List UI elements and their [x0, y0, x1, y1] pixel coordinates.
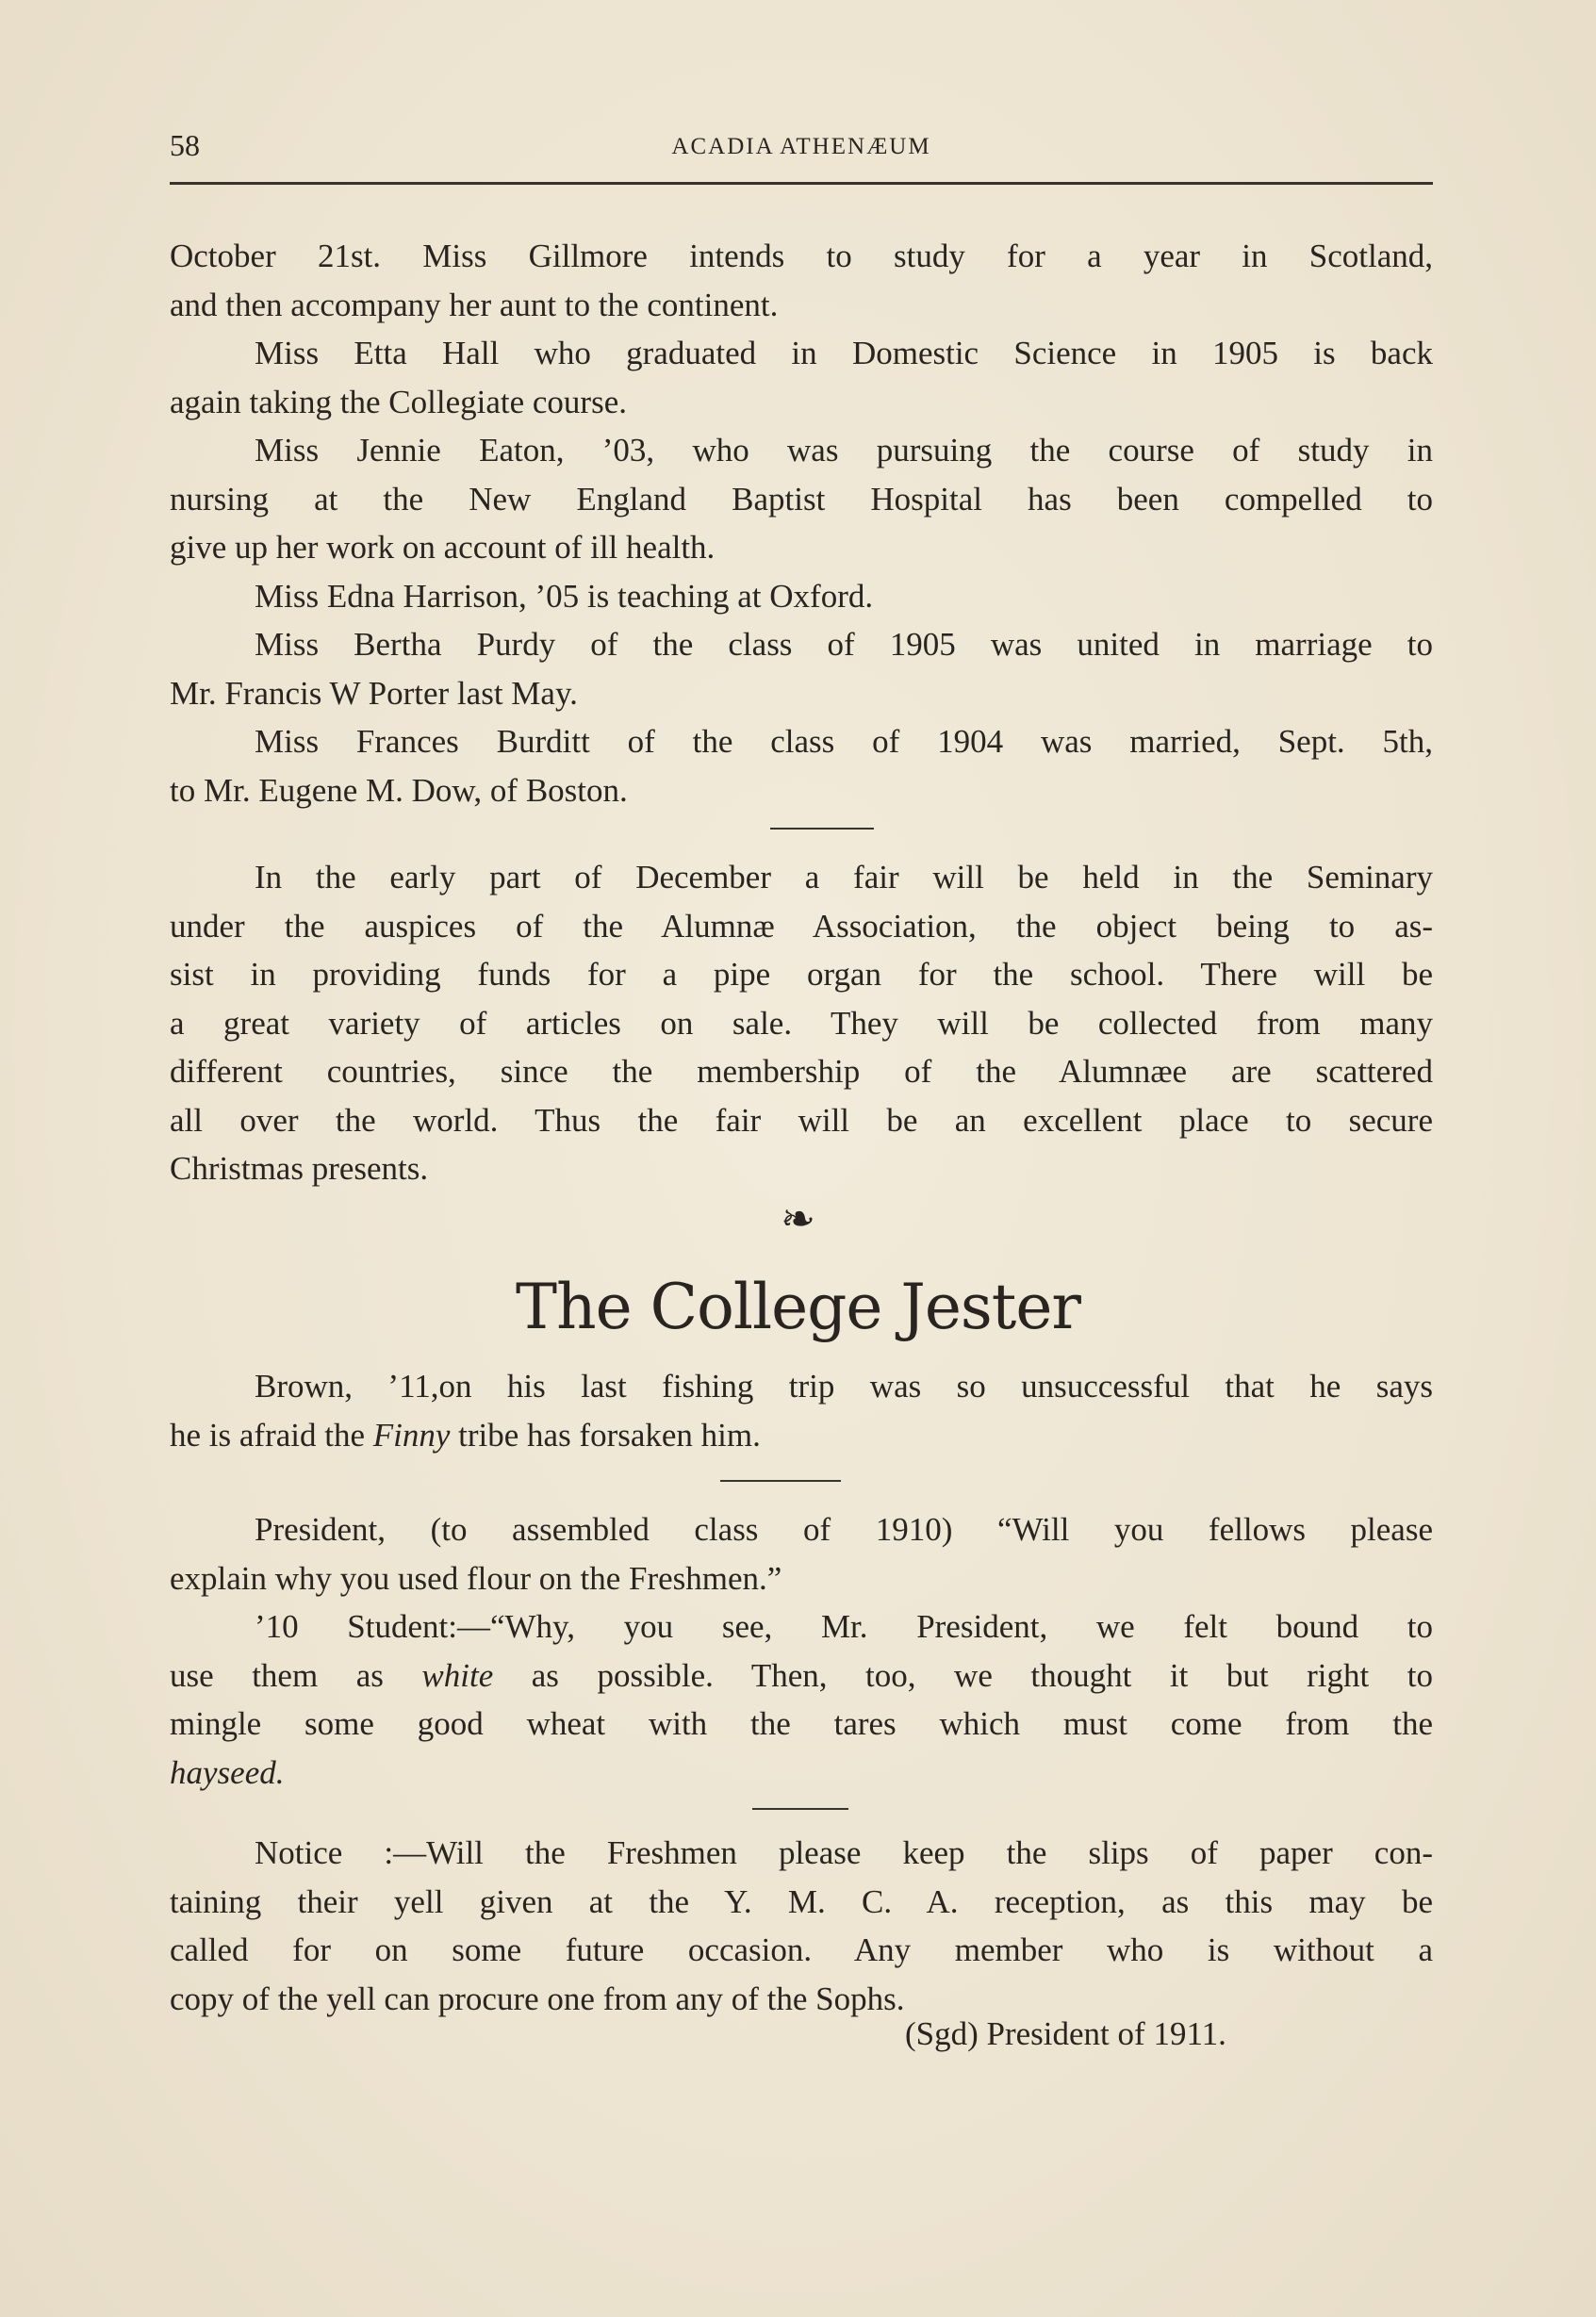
- text-line: Notice :—Will the Freshmen please keep the slips of paper con-: [255, 1834, 1433, 1871]
- text-line: called for on some future occasion. Any member who is without a: [170, 1931, 1433, 1968]
- text-line: sist in providing funds for a pipe organ for the school. There will be: [170, 956, 1433, 993]
- text-line: again taking the Collegiate course.: [170, 383, 627, 420]
- text-line: Miss Jennie Eaton, ’03, who was pursuing the course of study in: [255, 432, 1433, 468]
- text-line: to Mr. Eugene M. Dow, of Boston.: [170, 771, 628, 809]
- paragraph: [170, 1505, 1433, 1602]
- text-line: [170, 1411, 1433, 1460]
- italic-run: white: [421, 1656, 494, 1694]
- text-line: different countries, since the membership of the Alumnæe are scattered: [170, 1053, 1433, 1090]
- text-line: Miss Etta Hall who graduated in Domestic Science in 1905 is back: [255, 335, 1433, 371]
- text-line: copy of the yell can procure one from any of the Sophs.: [170, 1980, 905, 2017]
- section-divider: [770, 828, 874, 830]
- text-run: tribe has forsaken him.: [450, 1416, 761, 1454]
- text-run: use them as: [170, 1656, 422, 1694]
- section-title: The College Jester: [516, 1271, 1080, 1343]
- paragraph: [170, 426, 1433, 572]
- text-line: a great variety of articles on sale. They will be collected from many: [170, 1004, 1433, 1042]
- jester-item-2: [170, 1505, 1433, 1797]
- text-run: he is afraid the: [170, 1416, 373, 1454]
- paragraph: [170, 1362, 1433, 1459]
- paragraph: [170, 620, 1433, 717]
- text-line: Miss Edna Harrison, ’05 is teaching at Oxford.: [255, 577, 874, 615]
- running-head: ACADIA ATHENÆUM: [671, 134, 931, 159]
- page-number: 58: [170, 128, 200, 162]
- paragraph: [170, 232, 1433, 329]
- text-line: and then accompany her aunt to the continent.: [170, 286, 779, 323]
- signature: (Sgd) President of 1911.: [905, 2015, 1226, 2052]
- text-line: [170, 1651, 1433, 1701]
- text-line: President, (to assembled class of 1910) “Will you fellows please: [255, 1511, 1433, 1548]
- text-line: [170, 1749, 1433, 1798]
- fair-announcement: [170, 853, 1433, 1193]
- italic-run: Finny: [372, 1416, 451, 1454]
- text-line: Brown, ’11,on his last fishing trip was so unsuccessful that he says: [255, 1368, 1433, 1405]
- text-run: as possible. Then, too, we thought it but right to: [493, 1656, 1433, 1694]
- header-rule: [170, 182, 1433, 185]
- jester-item-3: [170, 1829, 1433, 2023]
- italic-run: hayseed.: [170, 1753, 285, 1791]
- page-header: [170, 128, 1433, 175]
- paragraph: [170, 853, 1433, 1193]
- text-line: ’10 Student:—“Why, you see, Mr. President, we felt bound to: [255, 1608, 1433, 1645]
- text-line: taining their yell given at the Y. M. C. A. reception, as this may be: [170, 1882, 1433, 1920]
- text-line: give up her work on account of ill health.: [170, 529, 716, 566]
- text-line: under the auspices of the Alumnæ Association, the object being to as-: [170, 907, 1433, 945]
- text-line: mingle some good wheat with the tares which must come from the: [170, 1705, 1433, 1742]
- text-line: In the early part of December a fair will be held in the Seminary: [255, 859, 1433, 896]
- paragraph: [170, 1829, 1433, 2023]
- jester-item-1: [170, 1362, 1433, 1459]
- section-divider: [720, 1480, 841, 1482]
- fleuron-ornament-icon: ❧: [781, 1195, 815, 1243]
- paragraph: [170, 572, 1433, 621]
- alumnae-notes: [170, 232, 1433, 814]
- text-line: Miss Frances Burditt of the class of 1904 was married, Sept. 5th,: [255, 723, 1433, 760]
- text-line: Christmas presents.: [170, 1150, 429, 1187]
- text-line: Mr. Francis W Porter last May.: [170, 674, 578, 712]
- text-line: explain why you used flour on the Freshmen.”: [170, 1559, 782, 1597]
- text-line: nursing at the New England Baptist Hospital has been compelled to: [170, 480, 1433, 518]
- text-line: October 21st. Miss Gillmore intends to study for a year in Scotland,: [170, 238, 1433, 274]
- text-line: Miss Bertha Purdy of the class of 1905 was united in marriage to: [255, 626, 1433, 663]
- paragraph: [170, 329, 1433, 426]
- paragraph: [170, 1602, 1433, 1797]
- section-divider: [752, 1808, 848, 1810]
- text-line: all over the world. Thus the fair will be an excellent place to secure: [170, 1101, 1433, 1139]
- paragraph: [170, 717, 1433, 814]
